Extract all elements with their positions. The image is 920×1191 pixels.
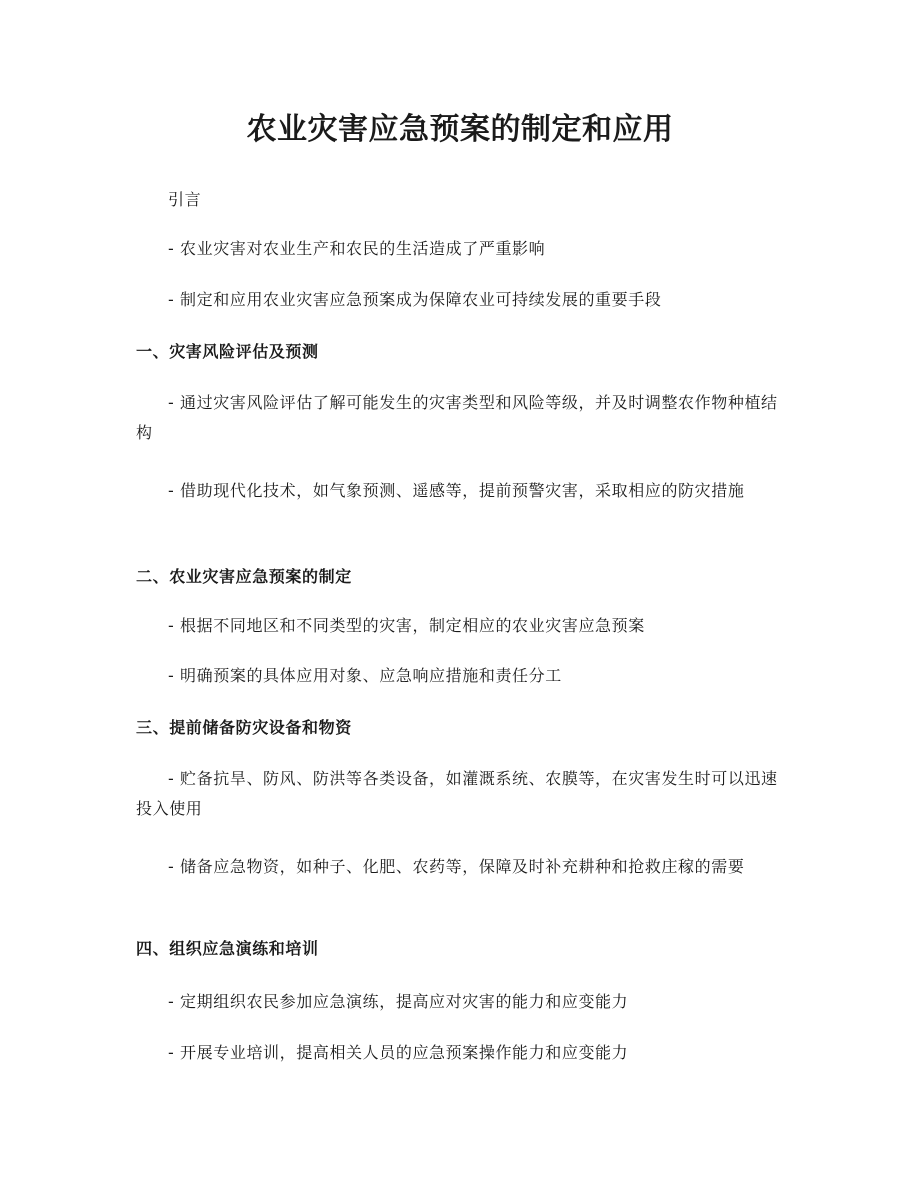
section-3-point-1: - 贮备抗旱、防风、防洪等各类设备，如灌溉系统、农膜等，在灾害发生时可以迅速投入使用 xyxy=(136,769,778,818)
section-1-point-1: - 通过灾害风险评估了解可能发生的灾害类型和风险等级，并及时调整农作物种植结构 xyxy=(136,393,778,442)
section-1-heading: 一、灾害风险评估及预测 xyxy=(136,342,319,361)
section-2-point-1: - 根据不同地区和不同类型的灾害，制定相应的农业灾害应急预案 xyxy=(168,616,645,635)
section-4-point-2: - 开展专业培训，提高相关人员的应急预案操作能力和应变能力 xyxy=(168,1043,629,1062)
intro-point-2: - 制定和应用农业灾害应急预案成为保障农业可持续发展的重要手段 xyxy=(168,290,662,309)
section-1-point-2: - 借助现代化技术，如气象预测、遥感等，提前预警灾害，采取相应的防灾措施 xyxy=(168,481,745,500)
intro-point-1: - 农业灾害对农业生产和农民的生活造成了严重影响 xyxy=(168,239,546,258)
intro-label: 引言 xyxy=(168,190,202,209)
section-2-point-2: - 明确预案的具体应用对象、应急响应措施和责任分工 xyxy=(168,666,562,685)
section-4-point-1: - 定期组织农民参加应急演练，提高应对灾害的能力和应变能力 xyxy=(168,992,629,1011)
document-title: 农业灾害应急预案的制定和应用 xyxy=(246,112,674,147)
section-3-point-2: - 储备应急物资，如种子、化肥、农药等，保障及时补充耕种和抢救庄稼的需要 xyxy=(168,857,745,876)
section-2-heading: 二、农业灾害应急预案的制定 xyxy=(136,567,352,586)
section-4-heading: 四、组织应急演练和培训 xyxy=(136,939,319,958)
section-3-heading: 三、提前储备防灾设备和物资 xyxy=(136,718,352,737)
